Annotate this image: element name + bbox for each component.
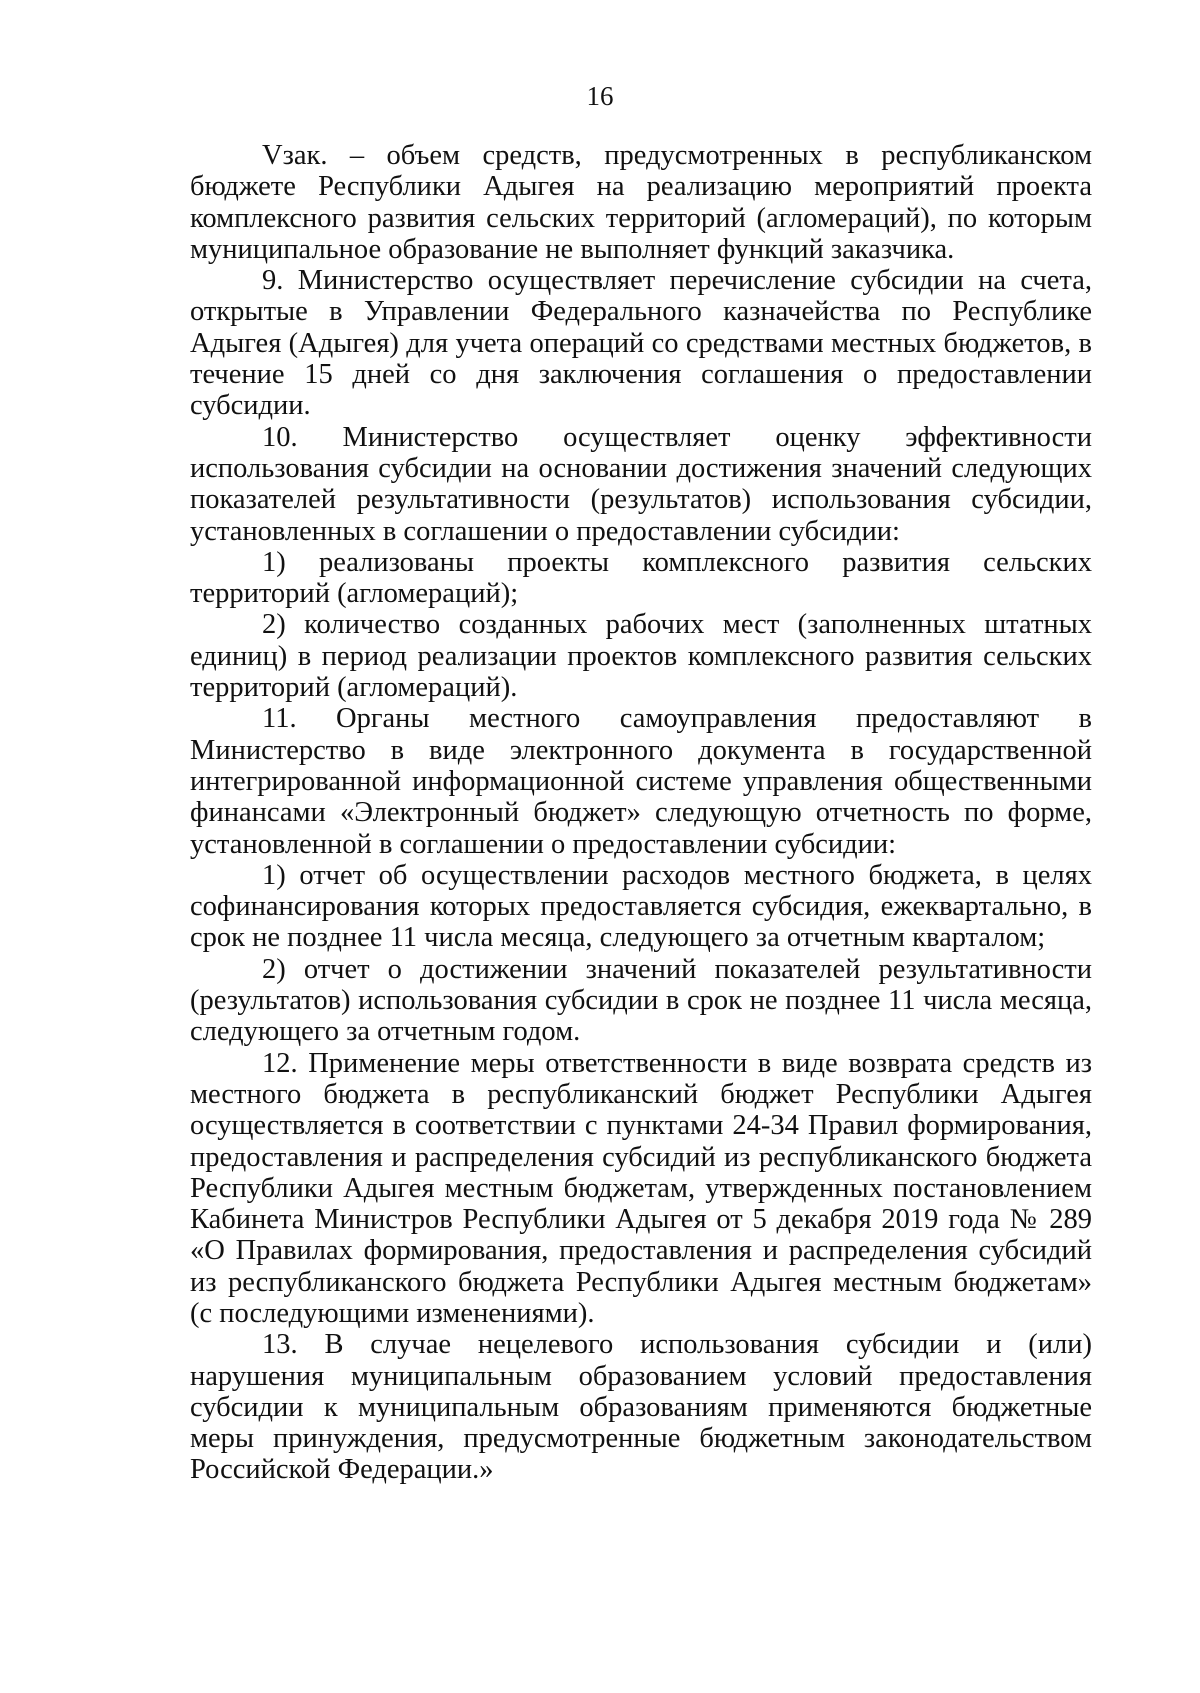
paragraph-13: 13. В случае нецелевого использования субсидии и (или) нарушения муниципальным образованием условий предоставления субсидии к муниципальным образованиям применяются бюджетные меры принуждения, предусмотренные бюджетным законодательством Российской Федерации.» [190, 1329, 1092, 1486]
paragraph-12: 12. Применение меры ответственности в виде возврата средств из местного бюджета в республиканский бюджет Республики Адыгея осуществляется в соответствии с пунктами 24-34 Правил формирования, предоставления и распределения субсидий из республиканского бюджета Республики Адыгея местным бюджетам, утвержденных постановлением Кабинета Министров Республики Адыгея от 5 декабря 2019 года № 289 «О Правилах формирования, предоставления и распределения субсидий из республиканского бюджета Республики Адыгея местным бюджетам» (с последующими изменениями). [190, 1047, 1092, 1329]
document-body [190, 140, 1092, 1486]
page-number: 16 [586, 81, 614, 111]
paragraph-11-item-2: 2) отчет о достижении значений показателей результативности (результатов) использования субсидии в срок не позднее 11 числа месяца, следующего за отчетным годом. [190, 953, 1092, 1048]
paragraph-11: 11. Органы местного самоуправления предоставляют в Министерство в виде электронного документа в государственной интегрированной информационной системе управления общественными финансами «Электронный бюджет» следующую отчетность по форме, установленной в соглашении о предоставлении субсидии: [190, 703, 1092, 860]
paragraph-vzak-definition: Vзак. – объем средств, предусмотренных в республиканском бюджете Республики Адыгея на реализацию мероприятий проекта комплексного развития сельских территорий (агломераций), по которым муниципальное образование не выполняет функций заказчика. [190, 140, 1092, 265]
paragraph-10: 10. Министерство осуществляет оценку эффективности использования субсидии на основании достижения значений следующих показателей результативности (результатов) использования субсидии, установленных в соглашении о предоставлении субсидии: [190, 421, 1092, 547]
paragraph-10-item-2: 2) количество созданных рабочих мест (заполненных штатных единиц) в период реализации проектов комплексного развития сельских территорий (агломераций). [190, 609, 1092, 704]
paragraph-10-item-1: 1) реализованы проекты комплексного развития сельских территорий (агломераций); [190, 546, 1092, 610]
paragraph-9: 9. Министерство осуществляет перечисление субсидии на счета, открытые в Управлении Федерального казначейства по Республике Адыгея (Адыгея) для учета операций со средствами местных бюджетов, в течение 15 дней со дня заключения соглашения о предоставлении субсидии. [190, 265, 1092, 422]
paragraph-11-item-1: 1) отчет об осуществлении расходов местного бюджета, в целях софинансирования которых предоставляется субсидия, ежеквартально, в срок не позднее 11 числа месяца, следующего за отчетным кварталом; [190, 859, 1092, 954]
